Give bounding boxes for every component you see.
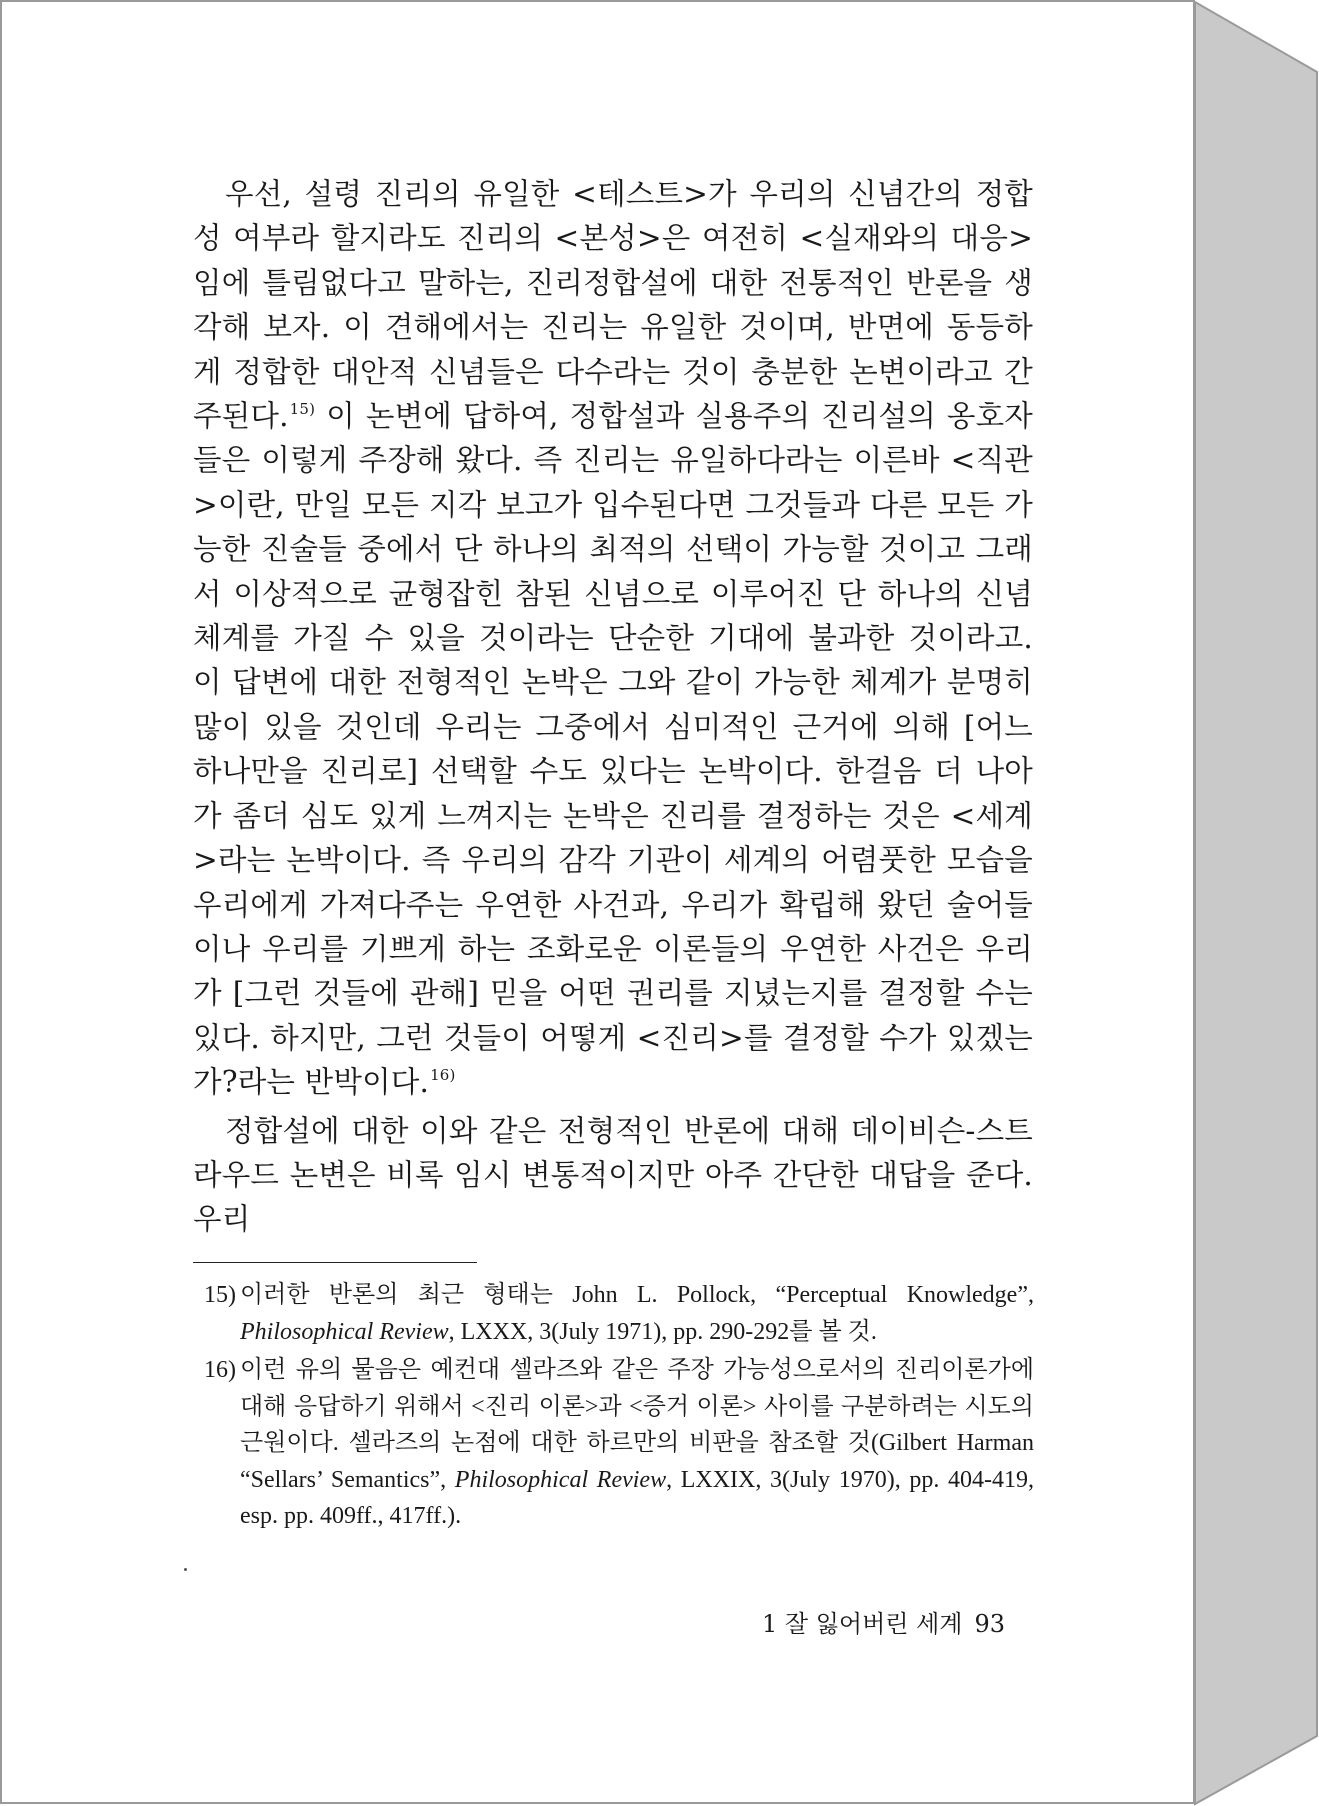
footnote-ref-15: 15) xyxy=(289,400,316,419)
footnote-text-tail: , LXXX, 3(July 1971), pp. 290-292를 볼 것. xyxy=(448,1318,877,1345)
footnotes xyxy=(204,1277,1034,1535)
body-text xyxy=(193,172,1033,1242)
journal-title: Philosophical Review xyxy=(240,1318,449,1345)
chapter-title: 1 잘 잃어버린 세계 xyxy=(762,1610,963,1638)
footnote-separator xyxy=(193,1262,477,1263)
paragraph-1-part-b: 이 논변에 답하여, 정합설과 실용주의 진리설의 옹호자들은 이렇게 주장해 왔다. 즉 진리는 유일하다라는 이른바 <직관>이란, 만일 모든 지각 보고가 입수된다면 그것들과 다른 모든 가능한 진술들 중에서 단 하나의 최적의 선택이 가능할 것이고 그래서 이상적으로 균형잡힌 참된 신념으로 이루어진 단 하나의 신념 체계를 가질 수 있을 것이라는 단순한 기대에 불과한 것이라고. 이 답변에 대한 전형적인 논박은 그와 같이 가능한 체계가 분명히 많이 있을 것인데 우리는 그중에서 심미적인 근거에 의해 [어느 하나만을 진리로] 선택할 수도 있다는 논박이다. 한걸음 더 나아가 좀더 심도 있게 느껴지는 논박은 진리를 결정하는 것은 <세계>라는 논박이다. 즉 우리의 감각 기관이 세계의 어렴풋한 모습을 우리에게 가져다주는 우연한 사건과, 우리가 확립해 왔던 술어들이나 우리를 기쁘게 하는 조화로운 이론들의 우연한 사건은 우리가 [그런 것들에 관해] 믿을 어떤 권리를 지녔는지를 결정할 수는 있다. 하지만, 그런 것들이 어떻게 <진리>를 결정할 수가 있겠는가?라는 반박이다. xyxy=(193,399,1033,1100)
journal-title: Philosophical Review xyxy=(454,1466,667,1493)
footnote-text xyxy=(240,1277,1034,1350)
running-footer xyxy=(762,1604,1005,1639)
footnote-text xyxy=(240,1352,1034,1535)
paragraph-1-part-a: 우선, 설령 진리의 유일한 <테스트>가 우리의 신념간의 정합성 여부라 할지라도 진리의 <본성>은 여전히 <실재와의 대응>임에 틀림없다고 말하는, 진리정합설에 대한 전통적인 반론을 생각해 보자. 이 견해에서는 진리는 유일한 것이며, 반면에 동등하게 정합한 대안적 신념들은 다수라는 것이 충분한 논변이라고 간주된다. xyxy=(193,177,1033,434)
footnote-ref-16: 16) xyxy=(430,1066,456,1085)
footnote-number: 16) xyxy=(204,1357,236,1383)
paragraph-1 xyxy=(193,172,1033,1105)
paragraph-2: 정합설에 대한 이와 같은 전형적인 반론에 대해 데이비슨-스트라우드 논변은 비록 임시 변통적이지만 아주 간단한 대답을 준다. 우리 xyxy=(193,1113,1033,1237)
page-number: 93 xyxy=(974,1610,1005,1638)
scan-speck xyxy=(184,1568,187,1571)
footnote-16 xyxy=(204,1352,1034,1535)
footnote-text-lead: 이런 유의 물음은 예컨대 셀라즈와 같은 주장 가능성으로서의 진리이론가에 대해 응답하기 위해서 <진리 이론>과 <증거 이론> 사이를 구분하려는 시도의 근원이다. 셀라즈의 논점에 대한 하르만의 비판을 참조할 것(Gilbert Harman “Sellars’ Semantics”, xyxy=(240,1357,1034,1493)
footnote-text-tail: , LXXIX, 3(July 1970), pp. 404-419, esp. pp. 409ff., 417ff.). xyxy=(240,1466,1034,1529)
footnote-text-lead: 이러한 반론의 최근 형태는 John L. Pollock, “Perceptual Knowledge”, xyxy=(240,1282,1034,1308)
footnote-number: 15) xyxy=(204,1282,236,1308)
footnote-15 xyxy=(204,1277,1034,1350)
